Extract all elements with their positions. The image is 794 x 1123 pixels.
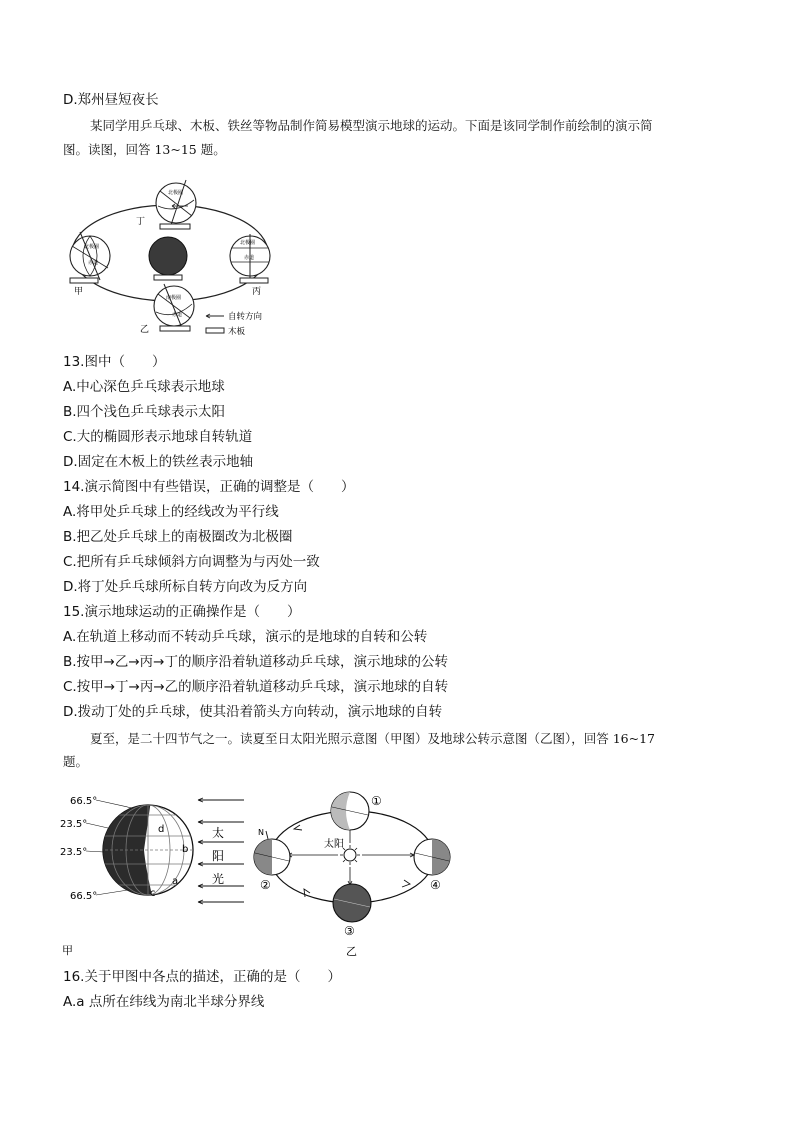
sun-label: 太阳 bbox=[324, 839, 344, 850]
svg-text:南极圈: 南极圈 bbox=[166, 295, 182, 301]
svg-text:北极圈: 北极圈 bbox=[168, 190, 184, 196]
earth-revolution-figure bbox=[250, 785, 460, 960]
svg-text:自转方向: 自转方向 bbox=[228, 312, 263, 322]
position-1-label: ① bbox=[371, 794, 382, 808]
lat-label-66n: 66.5° bbox=[70, 796, 98, 807]
question-13-option-a: A.中心深色乒乓球表示地球 bbox=[63, 379, 225, 395]
sunlight-char-3: 光 bbox=[212, 872, 225, 886]
globe-position-1 bbox=[331, 792, 382, 830]
svg-text:北极圈: 北极圈 bbox=[84, 244, 100, 250]
question-12-option-d: D.郑州昼短夜长 bbox=[63, 92, 159, 108]
intro-paragraph-2-line-2: 题。 bbox=[63, 754, 89, 769]
label-ding: 丁 bbox=[136, 217, 146, 227]
question-13-option-d: D.固定在木板上的铁丝表示地轴 bbox=[63, 454, 254, 470]
question-15-option-a: A.在轨道上移动而不转动乒乓球，演示的是地球的自转和公转 bbox=[63, 629, 428, 645]
question-15-stem: 15.演示地球运动的正确操作是（ ） bbox=[63, 604, 301, 620]
question-14-stem: 14.演示简图中有些错误，正确的调整是（ ） bbox=[63, 479, 355, 495]
point-d: d bbox=[158, 824, 165, 835]
question-16-option-a: A.a 点所在纬线为南北半球分界线 bbox=[63, 994, 265, 1010]
question-13-option-b: B.四个浅色乒乓球表示太阳 bbox=[63, 404, 226, 420]
ball-yi bbox=[154, 284, 194, 331]
earth-motion-demo-figure bbox=[60, 176, 290, 342]
question-16-stem: 16.关于甲图中各点的描述，正确的是（ ） bbox=[63, 969, 341, 985]
question-14-option-c: C.把所有乒乓球倾斜方向调整为与丙处一致 bbox=[63, 554, 320, 570]
lat-label-23s: 23.5° bbox=[60, 847, 88, 858]
ball-ding bbox=[156, 180, 196, 229]
position-4-label: ④ bbox=[430, 878, 441, 892]
point-b: b bbox=[182, 844, 189, 855]
position-3-label: ③ bbox=[344, 924, 355, 938]
question-14-option-b: B.把乙处乒乓球上的南极圈改为北极圈 bbox=[63, 529, 293, 545]
question-14-option-d: D.将丁处乒乓球所标自转方向改为反方向 bbox=[63, 579, 308, 595]
sunlight-char-1: 太 bbox=[212, 826, 225, 840]
question-15-option-b: B.按甲→乙→丙→丁的顺序沿着轨道移动乒乓球，演示地球的公转 bbox=[63, 654, 448, 670]
point-c: c bbox=[150, 888, 156, 899]
center-dark-ball bbox=[149, 237, 187, 280]
globe-position-3 bbox=[333, 884, 371, 938]
svg-text:木板: 木板 bbox=[228, 327, 246, 337]
question-15-option-d: D.拨动丁处的乒乓球，使其沿着箭头方向转动，演示地球的自转 bbox=[63, 704, 443, 720]
svg-text:赤道: 赤道 bbox=[88, 260, 99, 266]
label-bing: 丙 bbox=[252, 287, 262, 297]
question-13-stem: 13.图中（ ） bbox=[63, 354, 166, 370]
svg-text:北极圈: 北极圈 bbox=[240, 240, 256, 246]
intro-paragraph-2-line-1: 夏至，是二十四节气之一。读夏至日太阳光照示意图（甲图）及地球公转示意图（乙图），回答 16~17 bbox=[90, 731, 656, 746]
question-13-option-c: C.大的椭圆形表示地球自转轨道 bbox=[63, 429, 253, 445]
question-15-option-c: C.按甲→丁→丙→乙的顺序沿着轨道移动乒乓球，演示地球的自转 bbox=[63, 679, 449, 695]
lat-label-23n: 23.5° bbox=[60, 819, 88, 830]
legend-board bbox=[206, 326, 246, 337]
label-jia: 甲 bbox=[74, 287, 84, 297]
question-14-option-a: A.将甲处乒乓球上的经线改为平行线 bbox=[63, 504, 279, 520]
position-2-label: ② bbox=[260, 878, 271, 892]
intro-paragraph-1-line-1: 某同学用乒乓球、木板、铁丝等物品制作简易模型演示地球的运动。下面是该同学制作前绘制的演示简 bbox=[90, 118, 653, 133]
caption-jia: 甲 bbox=[62, 944, 73, 957]
svg-text:赤道: 赤道 bbox=[244, 255, 255, 261]
legend-rotation bbox=[206, 311, 263, 322]
point-a: a bbox=[172, 876, 179, 887]
ball-bing bbox=[230, 234, 270, 283]
caption-yi: 乙 bbox=[346, 945, 357, 958]
solstice-illumination-figure bbox=[60, 792, 260, 960]
label-yi: 乙 bbox=[140, 325, 150, 335]
globe-position-2 bbox=[254, 828, 290, 892]
lat-label-66s: 66.5° bbox=[70, 891, 98, 902]
intro-paragraph-1-line-2: 图。读图，回答 13~15 题。 bbox=[63, 142, 226, 157]
svg-text:赤道: 赤道 bbox=[172, 312, 183, 318]
sunlight-char-2: 阳 bbox=[212, 849, 225, 863]
pole-marker-icon bbox=[258, 828, 268, 839]
svg-text:N: N bbox=[258, 828, 264, 837]
